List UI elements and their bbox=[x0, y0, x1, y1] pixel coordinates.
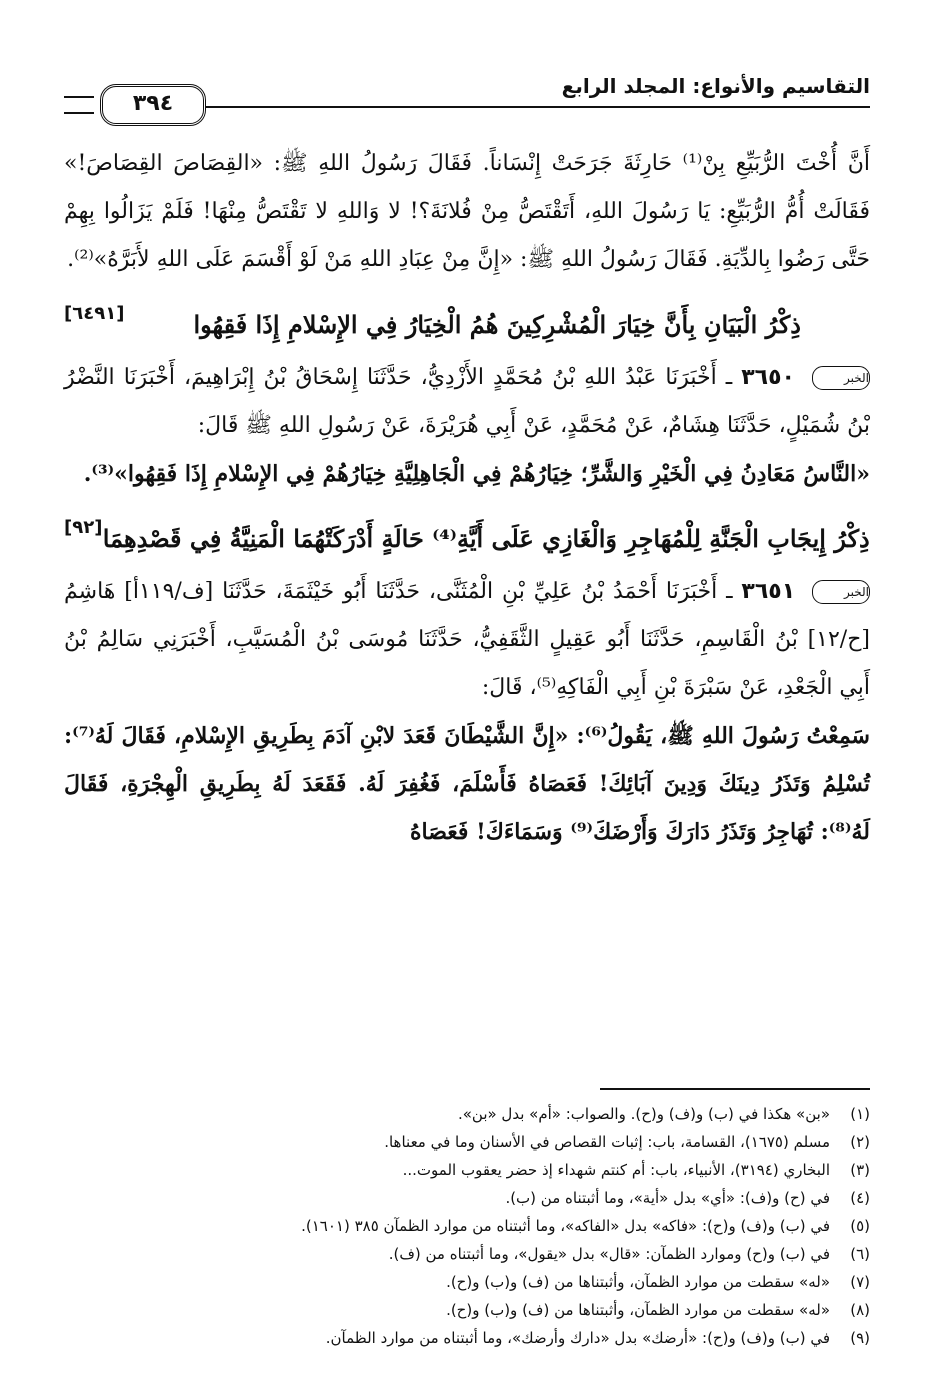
header-ornament bbox=[64, 96, 94, 114]
hadith-matn: سَمِعْتُ رَسُولَ اللهِ ﷺ، يَقُولُ⁽⁶⁾: «إِنَّ الشَّيْطَانَ قَعَدَ لابْنِ آدَمَ بِطَرِيقِ الإِسْلامِ، فَقَالَ لَهُ⁽⁷⁾: تُسْلِمُ وَتَذَرُ دِينَكَ وَدِينَ آبَائِكَ! فَعَصَاهُ فَأَسْلَمَ، فَغُفِرَ لَهُ. فَقَعَدَ لَهُ بِطَرِيقِ الْهِجْرَةِ، فَقَالَ لَهُ⁽⁸⁾: تُهَاجِرُ وَتَذَرُ دَارَكَ وَأَرْضَكَ⁽⁹⁾ وَسَمَاءَكَ! فَعَصَاهُ bbox=[64, 723, 870, 845]
hadith-3651-matn bbox=[64, 712, 870, 856]
footnote: (٥)في (ب) و(ف) و(ح): «فاكه» بدل «الفاكه»، وما أثبتناه من موارد الظمآن ٣٨٥ (١٦٠١). bbox=[301, 1217, 870, 1235]
footnote: (٦)في (ب) و(ح) وموارد الظمآن: «قال» بدل «يقول»، وما أثبتناه من (ف). bbox=[388, 1245, 870, 1263]
intro-reference: [٦٤٩١] bbox=[64, 303, 125, 324]
footnote-rule bbox=[600, 1088, 870, 1090]
running-title: التقاسيم والأنواع: المجلد الرابع bbox=[561, 74, 870, 98]
section-heading-2: ذِكْرُ إِيجَابِ الْجَنَّةِ لِلْمُهَاجِرِ وَالْغَازِي عَلَى أَيَّةِ⁽⁴⁾ حَالَةٍ أَدْرَكَتْهُمَا الْمَنِيَّةُ فِي قَصْدِهِمَا bbox=[102, 524, 870, 553]
section-heading-1: ذِكْرُ الْبَيَانِ بِأَنَّ خِيَارَ الْمُشْرِكِينَ هُمُ الْخِيَارُ فِي الإِسْلامِ إِذَا فَقِهُوا bbox=[193, 310, 801, 339]
footnotes bbox=[64, 1088, 870, 1352]
khabar-icon: الخبر bbox=[812, 366, 870, 390]
footnote: (٩)في (ب) و(ف) و(ح): «أرضك» بدل «دارك وأرضك»، وما أثبتناه من موارد الظمآن. bbox=[325, 1329, 870, 1347]
page-header bbox=[64, 60, 870, 140]
intro-text: أَنَّ أُخْتَ الرُّبَيِّعِ بِنْ⁽¹⁾ حَارِثَةَ جَرَحَتْ إِنْسَاناً. فَقَالَ رَسُولُ اللهِ ﷺ: «القِصَاصَ القِصَاصَ!» فَقَالَتْ أُمُّ الرُّبَيِّعِ: يَا رَسُولَ اللهِ، أَتَقْتَصُّ مِنْ فُلانَةَ؟! لا وَاللهِ لا تَقْتَصُّ مِنْهَا! فَلَمْ يَزَالُوا بِهِمْ حَتَّى رَضُوا بِالدِّيَةِ. فَقَالَ رَسُولُ اللهِ ﷺ: «إِنَّ مِنْ عِبَادِ اللهِ مَنْ لَوْ أَقْسَمَ عَلَى اللهِ لأَبَرَّهُ»⁽²⁾. bbox=[64, 151, 870, 272]
footnote: (٧)«له» سقطت من موارد الظمآن، وأثبتناها من (ف) و(ب) و(ح). bbox=[446, 1273, 870, 1291]
header-rule bbox=[204, 106, 870, 108]
footnote: (٤)في (ح) و(ف): «أي» بدل «أية»، وما أثبتناه من (ب). bbox=[505, 1189, 870, 1207]
book-page bbox=[64, 60, 870, 1347]
page-number: ٣٩٤ bbox=[100, 84, 206, 126]
hadith-isnad: ـ أَخْبَرَنَا عَبْدُ اللهِ بْنُ مُحَمَّدٍ الأَزْدِيُّ، حَدَّثَنَا إِسْحَاقُ بْنُ إِبْرَاهِيمَ، أَخْبَرَنَا النَّضْرُ بْنُ شُمَيْلٍ، حَدَّثَنَا هِشَامٌ، عَنْ مُحَمَّدٍ، عَنْ أَبِي هُرَيْرَةَ، عَنْ رَسُولِ اللهِ ﷺ قَالَ: bbox=[64, 365, 870, 438]
hadith-3651 bbox=[64, 568, 870, 712]
hadith-number: ٣٦٥٠ bbox=[741, 365, 795, 390]
khabar-icon: الخبر bbox=[812, 580, 870, 604]
footnote: (٨)«له» سقطت من موارد الظمآن، وأثبتناها من (ف) و(ب) و(ح). bbox=[446, 1301, 870, 1319]
footnote: (٣)البخاري (٣١٩٤)، الأنبياء، باب: أم كنتم شهداء إذ حضر يعقوب الموت... bbox=[402, 1161, 870, 1179]
intro-paragraph bbox=[64, 140, 870, 324]
footnote: (٢)مسلم (١٦٧٥)، القسامة، باب: إثبات القصاص في الأسنان وما في معناها. bbox=[384, 1133, 870, 1151]
hadith-3650 bbox=[64, 354, 870, 450]
hadith-3650-matn bbox=[64, 450, 870, 538]
hadith-number: ٣٦٥١ bbox=[741, 579, 796, 604]
hadith-isnad: ـ أَخْبَرَنَا أَحْمَدُ بْنُ عَلِيِّ بْنِ الْمُثَنَّى، حَدَّثَنَا أَبُو خَيْثَمَةَ، حَدَّثَنَا [ف/١١٩أ] هَاشِمُ [ح/١٢] بْنُ الْقَاسِمِ، حَدَّثَنَا أَبُو عَقِيلٍ الثَّقَفِيُّ، حَدَّثَنَا مُوسَى بْنُ الْمُسَيَّبِ، أَخْبَرَنِي سَالِمُ بْنُ أَبِي الْجَعْدِ، عَنْ سَبْرَةَ بْنِ أَبِي الْفَاكِهِ⁽⁵⁾، قَالَ: bbox=[64, 579, 870, 700]
footnote: (١)«بن» هكذا في (ب) و(ف) و(ح). والصواب: «أم» بدل «بن». bbox=[457, 1105, 870, 1123]
hadith-reference: [٩٢] bbox=[64, 517, 103, 538]
hadith-matn: «النَّاسُ مَعَادِنُ فِي الْخَيْرِ وَالشَّرِّ؛ خِيَارُهُمْ فِي الْجَاهِلِيَّةِ خِيَارُهُمْ فِي الإِسْلامِ إِذَا فَقِهُوا»⁽³⁾. bbox=[83, 461, 870, 487]
